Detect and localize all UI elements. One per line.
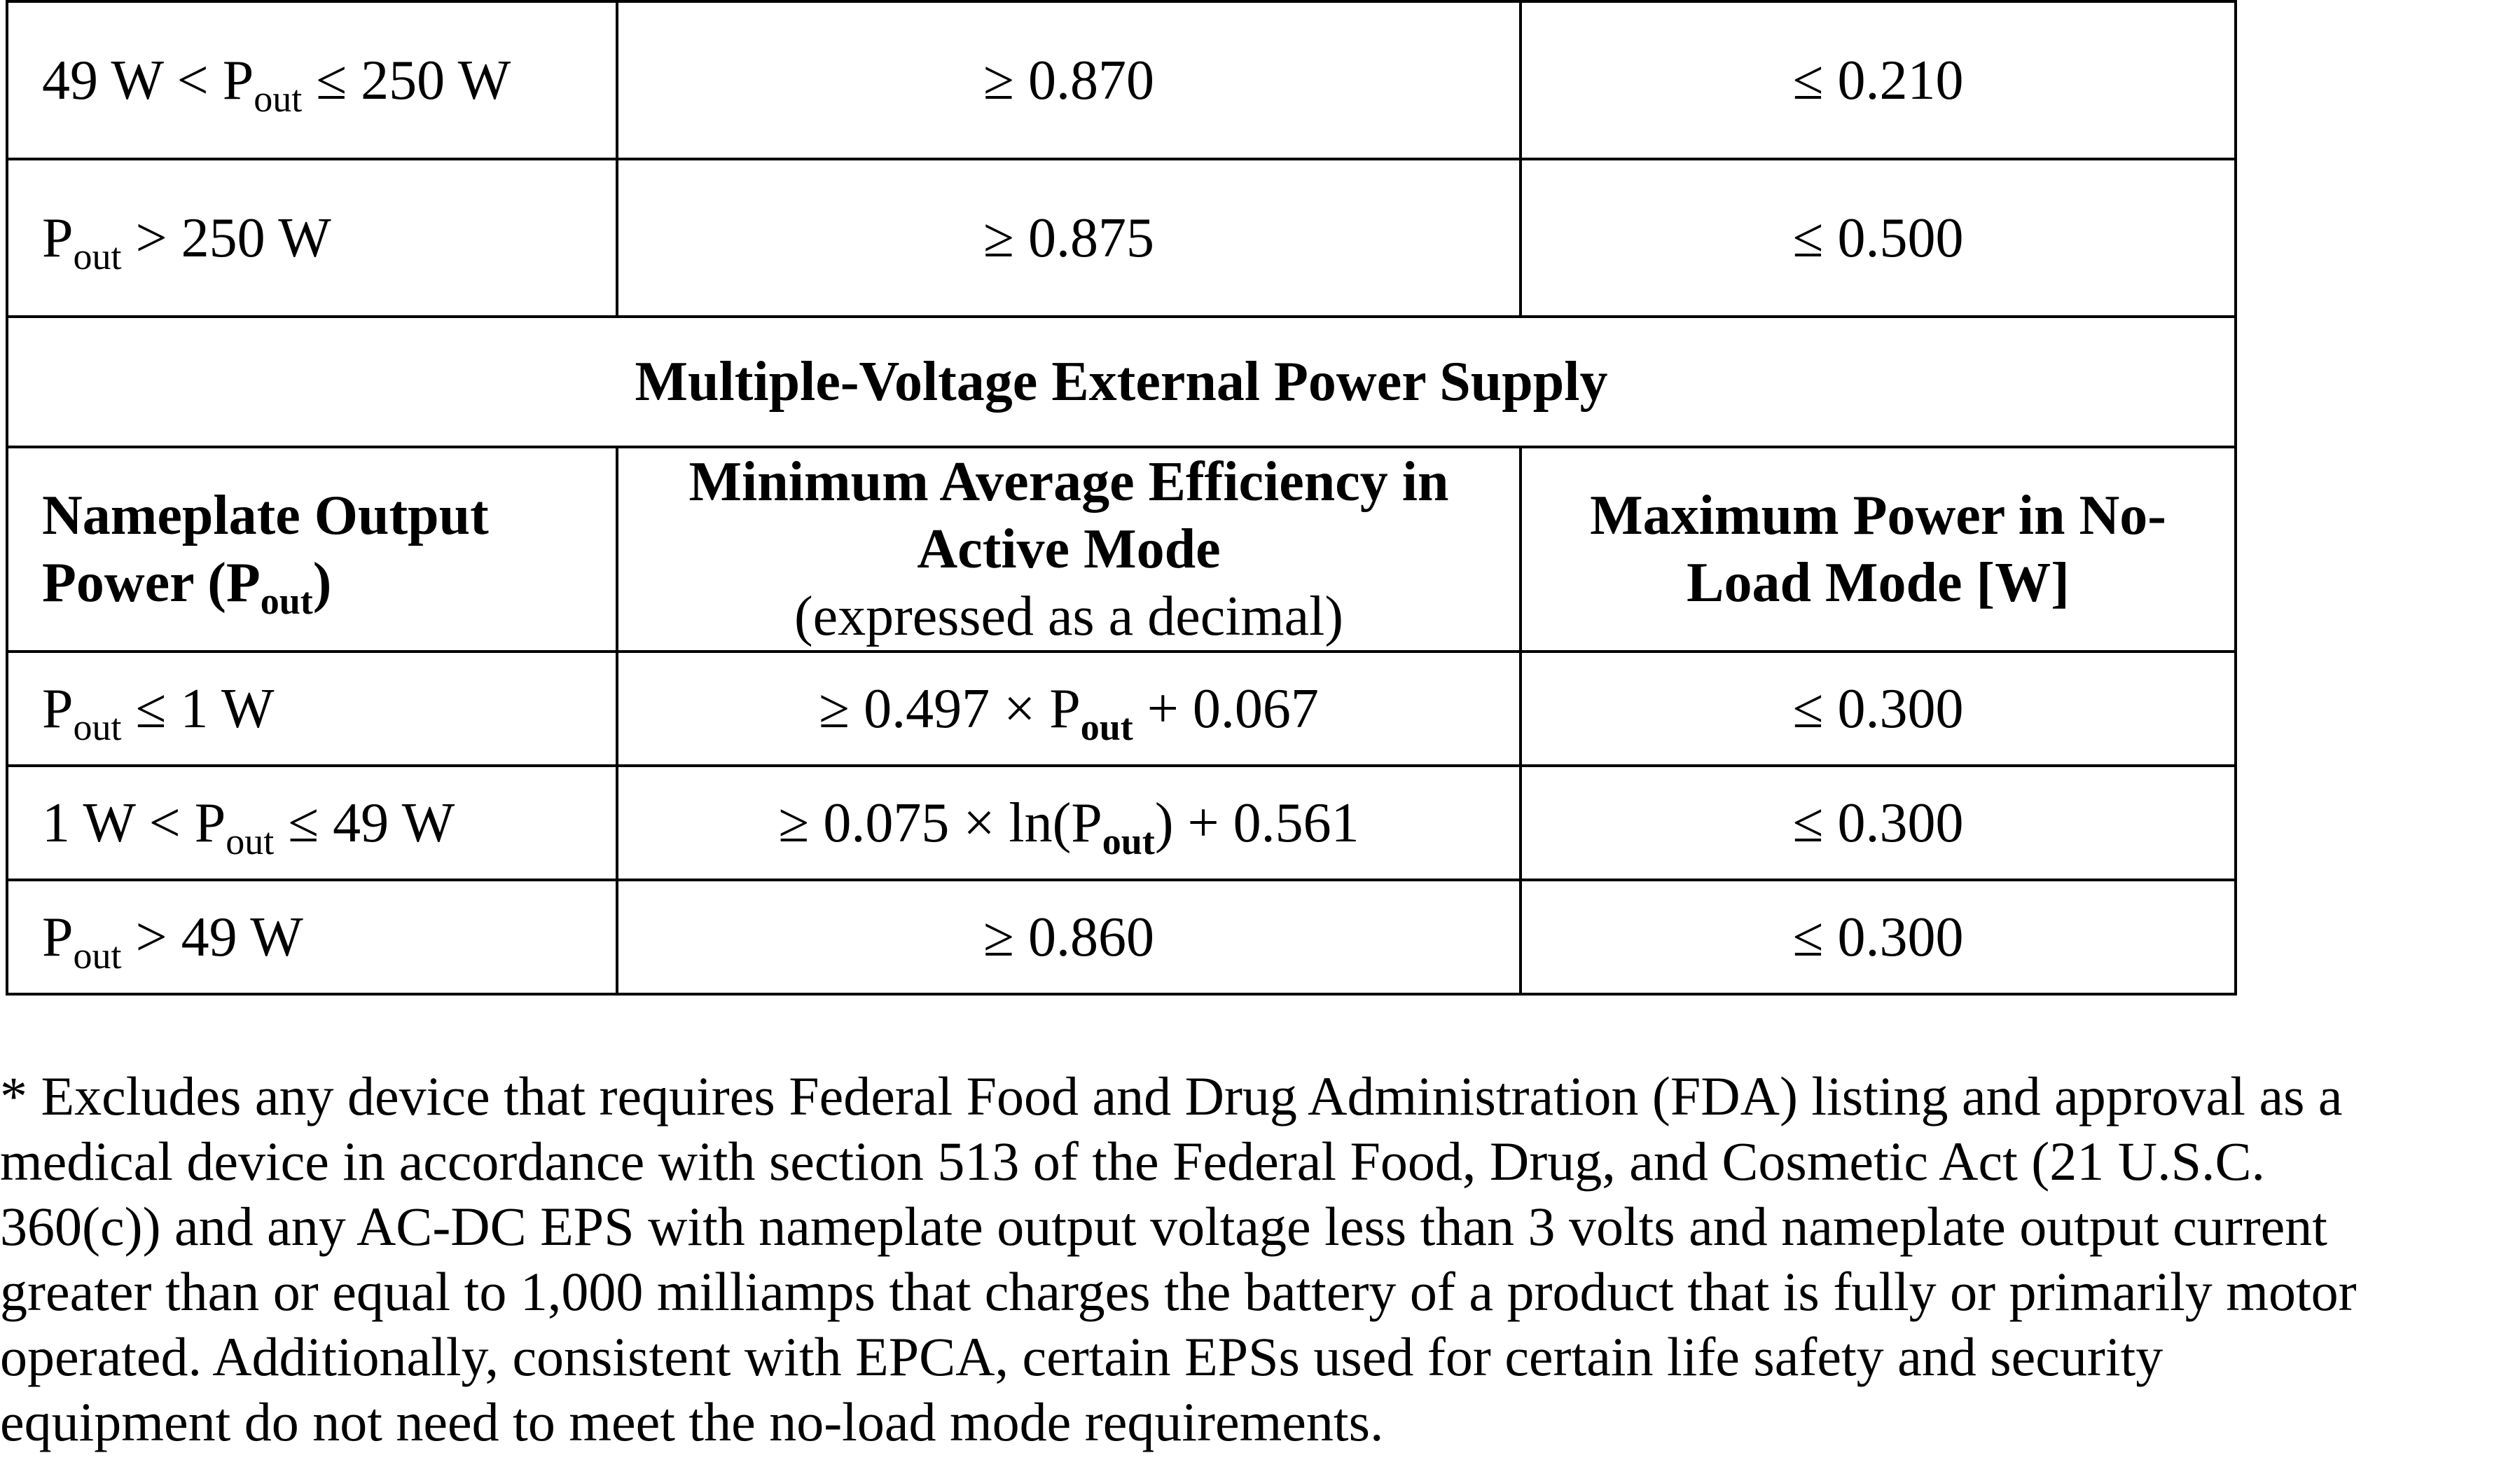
efficiency-cell: ≥ 0.875 bbox=[617, 159, 1521, 317]
footnote-line: equipment do not need to meet the no-load mode requirements. bbox=[0, 1391, 1384, 1452]
section-title: Multiple-Voltage External Power Supply bbox=[7, 317, 2236, 447]
footnote bbox=[0, 1063, 2520, 1454]
table-row bbox=[7, 159, 2236, 317]
output-power-range-cell: $P_{out} > 250$ W bbox=[7, 159, 617, 317]
output-power-range-cell: $P_{out} \le 1$ W bbox=[7, 652, 617, 766]
efficiency-cell: ≥ 0.870 bbox=[617, 1, 1521, 159]
footnote-line: operated. Additionally, consistent with EPCA, certain EPSs used for certain life safety and security bbox=[0, 1326, 2164, 1387]
table-row bbox=[7, 880, 2236, 994]
output-power-range-cell: 1 $W < P_{out} \le 49$ W bbox=[7, 766, 617, 880]
output-power-range-cell: $P_{out} > 49$ W bbox=[7, 880, 617, 994]
no-load-power-cell: ≤ 0.210 bbox=[1521, 1, 2236, 159]
output-power-range-cell: 49 $W < P_{out} \le 250$ W bbox=[7, 1, 617, 159]
efficiency-cell: ≥ $0.075 \times \ln(P_{out}) + 0.561$ bbox=[617, 766, 1521, 880]
footnote-line: 360(c)) and any AC-DC EPS with nameplate output voltage less than 3 volts and nameplate output current bbox=[0, 1196, 2327, 1257]
footnote-line: * Excludes any device that requires Federal Food and Drug Administration (FDA) listing and approval as a bbox=[0, 1066, 2343, 1127]
section-title-row bbox=[7, 317, 2236, 447]
no-load-power-cell: ≤ 0.300 bbox=[1521, 652, 2236, 766]
no-load-power-cell: ≤ 0.500 bbox=[1521, 159, 2236, 317]
efficiency-standards-table bbox=[6, 0, 2237, 996]
no-load-power-cell: ≤ 0.300 bbox=[1521, 880, 2236, 994]
table-row bbox=[7, 652, 2236, 766]
footnote-line: greater than or equal to 1,000 milliamps that charges the battery of a product that is fully or primarily motor bbox=[0, 1261, 2357, 1322]
header-row bbox=[7, 447, 2236, 652]
header-nameplate-output-power: Nameplate Output Power $(P_{out})$ bbox=[7, 447, 617, 652]
efficiency-cell: ≥ $0.497 \times P_{out} + 0.067$ bbox=[617, 652, 1521, 766]
table-row bbox=[7, 1, 2236, 159]
efficiency-cell: ≥ 0.860 bbox=[617, 880, 1521, 994]
header-maximum-no-load-power: Maximum Power in No- Load Mode [W] bbox=[1521, 447, 2236, 652]
table-row bbox=[7, 766, 2236, 880]
header-minimum-average-efficiency: Minimum Average Efficiency in Active Mode (expressed as a decimal) bbox=[617, 447, 1521, 652]
footnote-line: medical device in accordance with section 513 of the Federal Food, Drug, and Cosmetic Act (21 U.S.C. bbox=[0, 1131, 2265, 1192]
no-load-power-cell: ≤ 0.300 bbox=[1521, 766, 2236, 880]
